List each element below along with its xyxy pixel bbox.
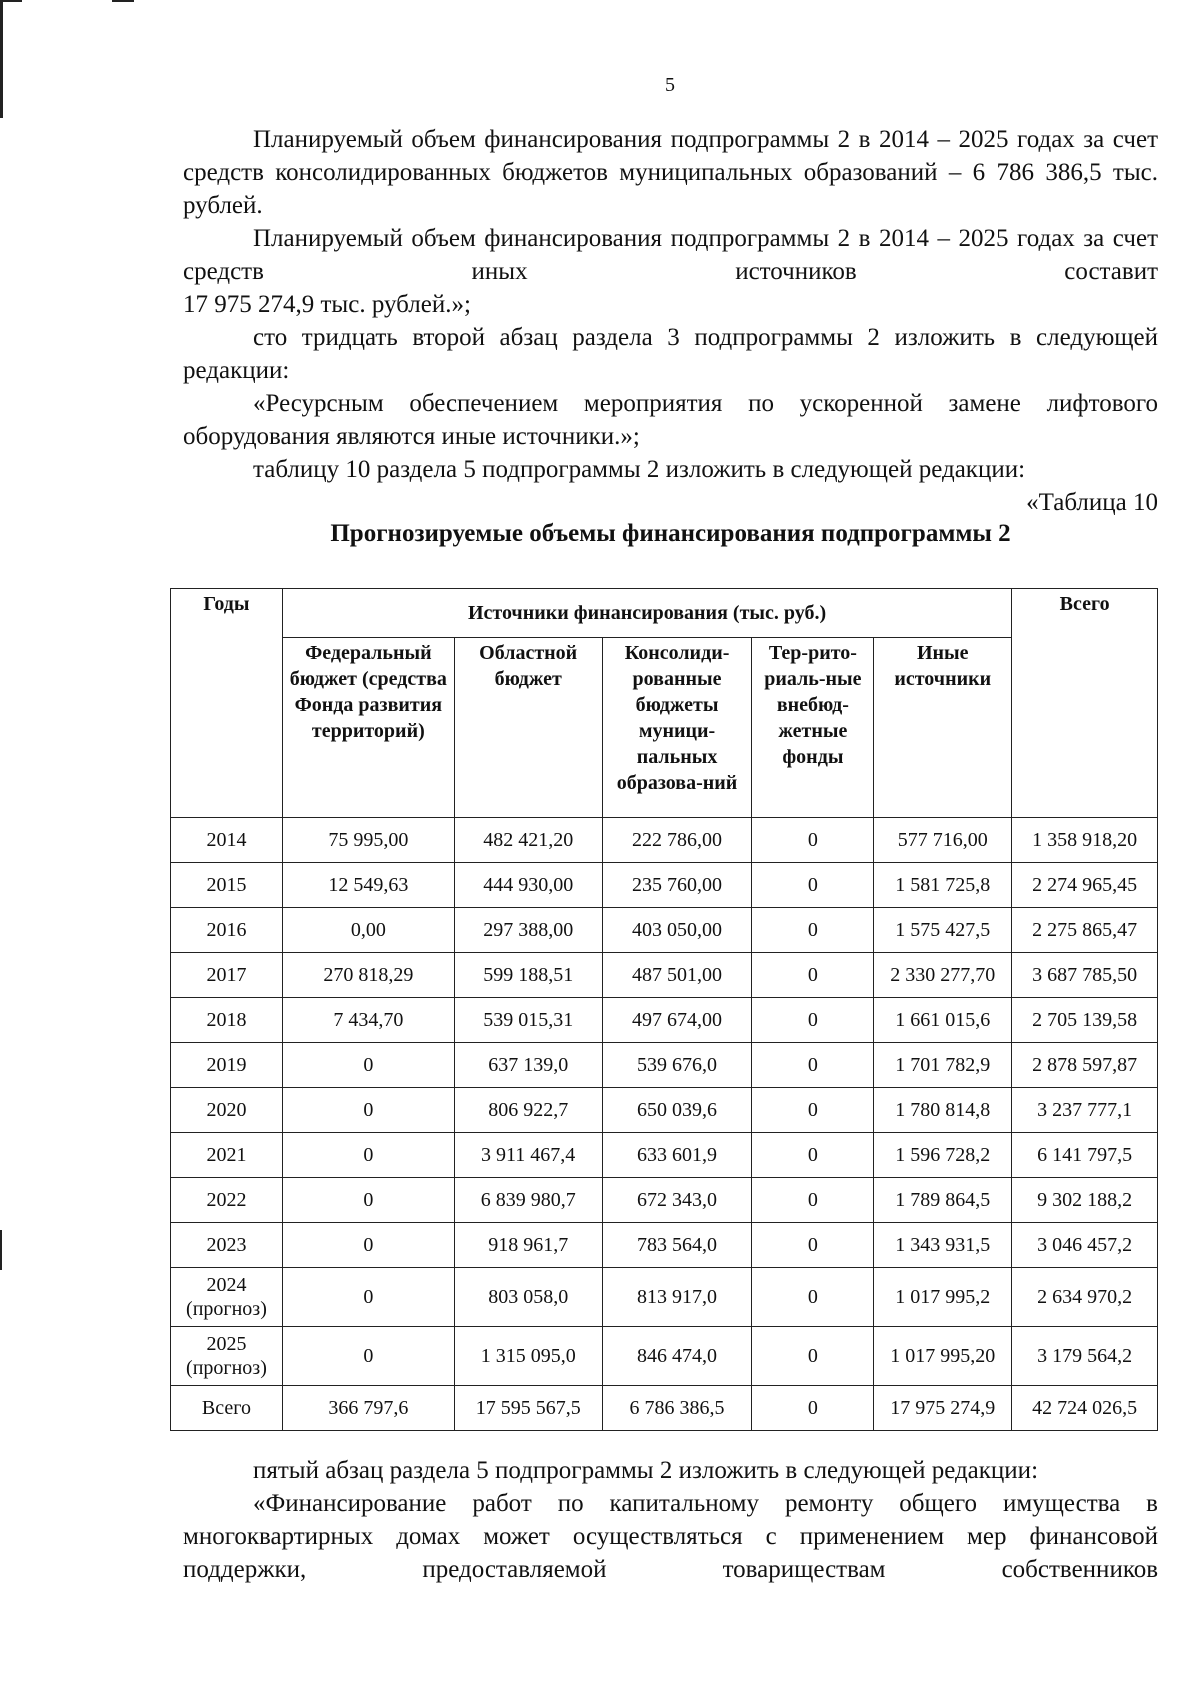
table-row bbox=[171, 1133, 1158, 1178]
paragraph: таблицу 10 раздела 5 подпрограммы 2 изложить в следующей редакции: bbox=[253, 456, 1026, 483]
table-row bbox=[171, 1223, 1158, 1268]
cell-territorial: 0 bbox=[752, 1133, 874, 1178]
cell-regional: 3 911 467,4 bbox=[454, 1133, 602, 1178]
paragraph: Планируемый объем финансирования подпрограммы 2 в 2014 – 2025 годах за счет средств консолидированных бюджетов муниципальных образований – 6 786 386,5 тыс. рублей. bbox=[183, 126, 1158, 219]
cell-total: 1 358 918,20 bbox=[1012, 818, 1158, 863]
scan-edge-line bbox=[0, 0, 22, 2]
scan-edge-line bbox=[0, 1230, 2, 1270]
cell-year: 2017 bbox=[171, 953, 283, 998]
year-note: (прогноз) bbox=[186, 1298, 267, 1320]
cell-other: 1 017 995,2 bbox=[874, 1268, 1012, 1327]
cell-year bbox=[171, 1327, 283, 1386]
cell-federal: 0 bbox=[282, 1133, 454, 1178]
header-other: Иные источники bbox=[874, 638, 1012, 818]
cell-regional: 806 922,7 bbox=[454, 1088, 602, 1133]
cell-federal: 0 bbox=[282, 1327, 454, 1386]
table-row bbox=[171, 1043, 1158, 1088]
table-row bbox=[171, 998, 1158, 1043]
cell-territorial: 0 bbox=[752, 1088, 874, 1133]
cell-other: 1 780 814,8 bbox=[874, 1088, 1012, 1133]
cell-year: 2018 bbox=[171, 998, 283, 1043]
cell-federal: 12 549,63 bbox=[282, 863, 454, 908]
table-row bbox=[171, 818, 1158, 863]
cell-total: 3 179 564,2 bbox=[1012, 1327, 1158, 1386]
paragraph: пятый абзац раздела 5 подпрограммы 2 изложить в следующей редакции: bbox=[253, 1457, 1039, 1484]
header-territorial: Тер-рито-риаль-ные внебюд-жетные фонды bbox=[752, 638, 874, 818]
cell-total: 2 705 139,58 bbox=[1012, 998, 1158, 1043]
cell-other: 1 017 995,20 bbox=[874, 1327, 1012, 1386]
year-note: (прогноз) bbox=[186, 1357, 267, 1379]
paragraph: сто тридцать второй абзац раздела 3 подпрограммы 2 изложить в следующей редакции: bbox=[183, 324, 1158, 384]
cell-territorial: 0 bbox=[752, 1386, 874, 1431]
cell-total: 2 275 865,47 bbox=[1012, 908, 1158, 953]
top-text bbox=[183, 123, 1158, 519]
cell-year: 2015 bbox=[171, 863, 283, 908]
table-row bbox=[171, 863, 1158, 908]
cell-year: 2016 bbox=[171, 908, 283, 953]
cell-year: 2019 bbox=[171, 1043, 283, 1088]
cell-regional: 599 188,51 bbox=[454, 953, 602, 998]
cell-municipal: 633 601,9 bbox=[602, 1133, 752, 1178]
cell-territorial: 0 bbox=[752, 1268, 874, 1327]
paragraph: «Финансирование работ по капитальному ремонту общего имущества в многоквартирных домах может осуществляться с применением мер финансовой поддержки, предоставляемой товариществам собственников bbox=[183, 1490, 1158, 1583]
paragraph: 17 975 274,9 тыс. рублей.»; bbox=[183, 291, 471, 318]
cell-regional: 918 961,7 bbox=[454, 1223, 602, 1268]
table-title: Прогнозируемые объемы финансирования подпрограммы 2 bbox=[330, 520, 1011, 547]
cell-total: 9 302 188,2 bbox=[1012, 1178, 1158, 1223]
cell-total: 2 878 597,87 bbox=[1012, 1043, 1158, 1088]
cell-territorial: 0 bbox=[752, 818, 874, 863]
table-row bbox=[171, 1386, 1158, 1431]
cell-regional: 1 315 095,0 bbox=[454, 1327, 602, 1386]
table-label: «Таблица 10 bbox=[1026, 489, 1158, 516]
cell-regional: 539 015,31 bbox=[454, 998, 602, 1043]
cell-total: 3 237 777,1 bbox=[1012, 1088, 1158, 1133]
cell-other: 1 581 725,8 bbox=[874, 863, 1012, 908]
table-body bbox=[171, 818, 1158, 1431]
cell-territorial: 0 bbox=[752, 998, 874, 1043]
header-sources: Источники финансирования (тыс. руб.) bbox=[282, 589, 1011, 638]
cell-year: 2022 bbox=[171, 1178, 283, 1223]
table-row bbox=[171, 1268, 1158, 1327]
cell-regional: 444 930,00 bbox=[454, 863, 602, 908]
cell-territorial: 0 bbox=[752, 1043, 874, 1088]
header-regional: Областной бюджет bbox=[454, 638, 602, 818]
cell-territorial: 0 bbox=[752, 953, 874, 998]
cell-municipal: 6 786 386,5 bbox=[602, 1386, 752, 1431]
cell-other: 1 661 015,6 bbox=[874, 998, 1012, 1043]
cell-municipal: 650 039,6 bbox=[602, 1088, 752, 1133]
table-row bbox=[171, 1088, 1158, 1133]
cell-municipal: 487 501,00 bbox=[602, 953, 752, 998]
table-row bbox=[171, 1178, 1158, 1223]
cell-other: 1 789 864,5 bbox=[874, 1178, 1012, 1223]
paragraph: «Ресурсным обеспечением мероприятия по ускоренной замене лифтового оборудования являются иные источники.»; bbox=[183, 390, 1158, 450]
table-row bbox=[171, 908, 1158, 953]
bottom-text bbox=[183, 1454, 1158, 1586]
cell-year bbox=[171, 1268, 283, 1327]
cell-federal: 0 bbox=[282, 1043, 454, 1088]
cell-regional: 297 388,00 bbox=[454, 908, 602, 953]
cell-territorial: 0 bbox=[752, 908, 874, 953]
cell-federal: 75 995,00 bbox=[282, 818, 454, 863]
cell-federal: 0 bbox=[282, 1268, 454, 1327]
header-total: Всего bbox=[1012, 589, 1158, 818]
cell-regional: 637 139,0 bbox=[454, 1043, 602, 1088]
page-number: 5 bbox=[665, 74, 675, 96]
cell-federal: 0,00 bbox=[282, 908, 454, 953]
header-federal: Федеральный бюджет (средства Фонда развития территорий) bbox=[282, 638, 454, 818]
cell-other: 577 716,00 bbox=[874, 818, 1012, 863]
cell-regional: 803 058,0 bbox=[454, 1268, 602, 1327]
cell-federal: 0 bbox=[282, 1223, 454, 1268]
cell-total: 42 724 026,5 bbox=[1012, 1386, 1158, 1431]
cell-municipal: 403 050,00 bbox=[602, 908, 752, 953]
cell-other: 2 330 277,70 bbox=[874, 953, 1012, 998]
cell-other: 1 343 931,5 bbox=[874, 1223, 1012, 1268]
cell-year: Всего bbox=[171, 1386, 283, 1431]
cell-other: 17 975 274,9 bbox=[874, 1386, 1012, 1431]
cell-total: 6 141 797,5 bbox=[1012, 1133, 1158, 1178]
cell-federal: 0 bbox=[282, 1178, 454, 1223]
cell-year: 2023 bbox=[171, 1223, 283, 1268]
cell-municipal: 783 564,0 bbox=[602, 1223, 752, 1268]
cell-year: 2020 bbox=[171, 1088, 283, 1133]
cell-total: 2 634 970,2 bbox=[1012, 1268, 1158, 1327]
cell-territorial: 0 bbox=[752, 1327, 874, 1386]
cell-year: 2014 bbox=[171, 818, 283, 863]
cell-regional: 6 839 980,7 bbox=[454, 1178, 602, 1223]
cell-total: 2 274 965,45 bbox=[1012, 863, 1158, 908]
cell-municipal: 497 674,00 bbox=[602, 998, 752, 1043]
cell-total: 3 046 457,2 bbox=[1012, 1223, 1158, 1268]
cell-federal: 366 797,6 bbox=[282, 1386, 454, 1431]
table-row bbox=[171, 953, 1158, 998]
cell-other: 1 575 427,5 bbox=[874, 908, 1012, 953]
cell-municipal: 846 474,0 bbox=[602, 1327, 752, 1386]
cell-other: 1 596 728,2 bbox=[874, 1133, 1012, 1178]
year-value: 2025 bbox=[206, 1333, 247, 1355]
cell-territorial: 0 bbox=[752, 1178, 874, 1223]
cell-municipal: 672 343,0 bbox=[602, 1178, 752, 1223]
year-value: 2024 bbox=[206, 1274, 247, 1296]
financing-table bbox=[170, 588, 1158, 1431]
scan-edge-line bbox=[112, 0, 134, 2]
header-years: Годы bbox=[171, 589, 283, 818]
cell-municipal: 235 760,00 bbox=[602, 863, 752, 908]
cell-regional: 17 595 567,5 bbox=[454, 1386, 602, 1431]
cell-federal: 0 bbox=[282, 1088, 454, 1133]
cell-federal: 270 818,29 bbox=[282, 953, 454, 998]
cell-regional: 482 421,20 bbox=[454, 818, 602, 863]
cell-municipal: 813 917,0 bbox=[602, 1268, 752, 1327]
header-municipal: Консолиди-рованные бюджеты муници-пальных образова-ний bbox=[602, 638, 752, 818]
scan-edge-line bbox=[0, 0, 3, 118]
cell-municipal: 539 676,0 bbox=[602, 1043, 752, 1088]
cell-municipal: 222 786,00 bbox=[602, 818, 752, 863]
cell-federal: 7 434,70 bbox=[282, 998, 454, 1043]
cell-total: 3 687 785,50 bbox=[1012, 953, 1158, 998]
cell-territorial: 0 bbox=[752, 1223, 874, 1268]
cell-territorial: 0 bbox=[752, 863, 874, 908]
cell-year: 2021 bbox=[171, 1133, 283, 1178]
cell-other: 1 701 782,9 bbox=[874, 1043, 1012, 1088]
table-row bbox=[171, 1327, 1158, 1386]
paragraph: Планируемый объем финансирования подпрограммы 2 в 2014 – 2025 годах за счет средств иных источников составит bbox=[183, 225, 1158, 285]
